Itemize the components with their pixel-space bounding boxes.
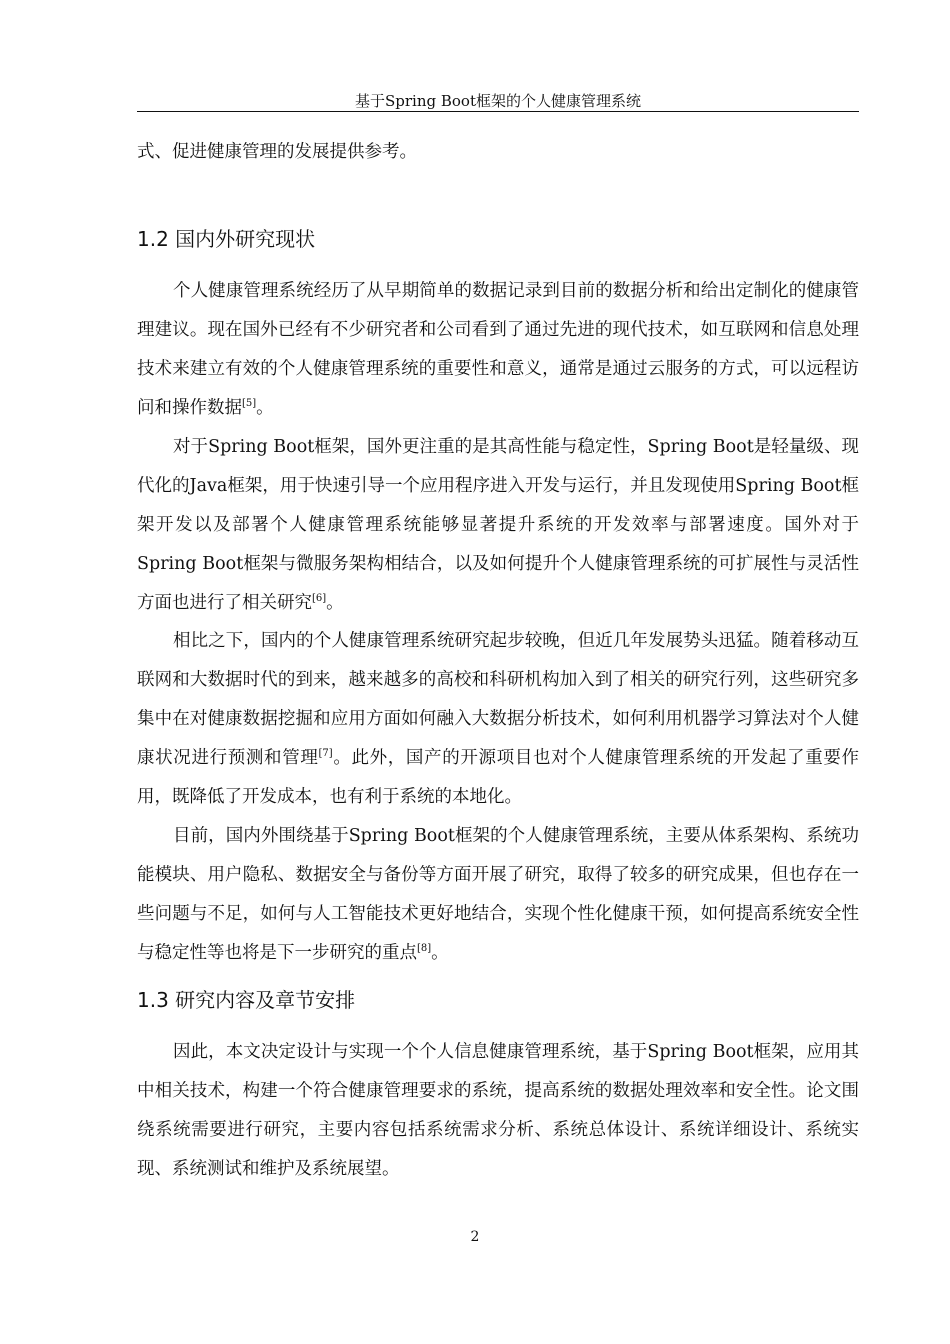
paragraph-2-end: 。 bbox=[326, 593, 344, 613]
section-heading-1-2: 1.2 国内外研究现状 bbox=[137, 227, 316, 251]
paragraph-1-end: 。 bbox=[256, 398, 274, 418]
paragraph-2-text: 对于Spring Boot框架，国外更注重的是其高性能与稳定性，Spring Boot是轻量级、现代化的Java框架，用于快速引导一个应用程序进入开发与运行，并且发现使用Spring Boot框架开发以及部署个人健康管理系统能够显著提升系统的开发效率与部署速度。国外对于Spring Boot框架与微服务架构相结合，以及如何提升个人健康管理系统的可扩展性与灵活性方面也进行了相关研究 bbox=[137, 437, 859, 613]
paragraph-3-end: 。此外，国产的开源项目也对个人健康管理系统的开发起了重要作用，既降低了开发成本，也有利于系统的本地化。 bbox=[137, 748, 860, 807]
paragraph-1-text: 个人健康管理系统经历了从早期简单的数据记录到目前的数据分析和给出定制化的健康管理建议。现在国外已经有不少研究者和公司看到了通过先进的现代技术，如互联网和信息处理技术来建立有效的个人健康管理系统的重要性和意义，通常是通过云服务的方式，可以远程访问和操作数据 bbox=[137, 281, 859, 418]
paragraph-4 bbox=[137, 817, 859, 973]
page-header: 基于Spring Boot框架的个人健康管理系统 bbox=[355, 92, 641, 110]
paragraph-continuation: 式、促进健康管理的发展提供参考。 bbox=[137, 142, 417, 162]
section-heading-1-3: 1.3 研究内容及章节安排 bbox=[137, 988, 356, 1012]
paragraph-3 bbox=[137, 622, 859, 817]
paragraph-1 bbox=[137, 272, 859, 428]
paragraph-5: 因此，本文决定设计与实现一个个人信息健康管理系统，基于Spring Boot框架，应用其中相关技术，构建一个符合健康管理要求的系统，提高系统的数据处理效率和安全性。论文围绕系统需要进行研究，主要内容包括系统需求分析、系统总体设计、系统详细设计、系统实现、系统测试和维护及系统展望。 bbox=[137, 1042, 859, 1179]
paragraph-2 bbox=[137, 428, 859, 623]
citation-6: [6] bbox=[312, 593, 327, 604]
citation-8: [8] bbox=[417, 943, 432, 954]
paragraph-4-text: 目前，国内外围绕基于Spring Boot框架的个人健康管理系统，主要从体系架构、系统功能模块、用户隐私、数据安全与备份等方面开展了研究，取得了较多的研究成果，但也存在一些问题与不足，如何与人工智能技术更好地结合，实现个性化健康干预，如何提高系统安全性与稳定性等也将是下一步研究的重点 bbox=[137, 826, 859, 963]
citation-7: [7] bbox=[318, 748, 333, 759]
paragraph-4-end: 。 bbox=[431, 943, 449, 963]
page-number: 2 bbox=[470, 1229, 480, 1245]
header-divider bbox=[137, 111, 859, 112]
paragraph-3-text: 相比之下，国内的个人健康管理系统研究起步较晚，但近几年发展势头迅猛。随着移动互联网和大数据时代的到来，越来越多的高校和科研机构加入到了相关的研究行列，这些研究多集中在对健康数据挖掘和应用方面如何融入大数据分析技术，如何利用机器学习算法对个人健康状况进行预测和管理 bbox=[137, 631, 859, 768]
citation-5: [5] bbox=[242, 398, 257, 409]
